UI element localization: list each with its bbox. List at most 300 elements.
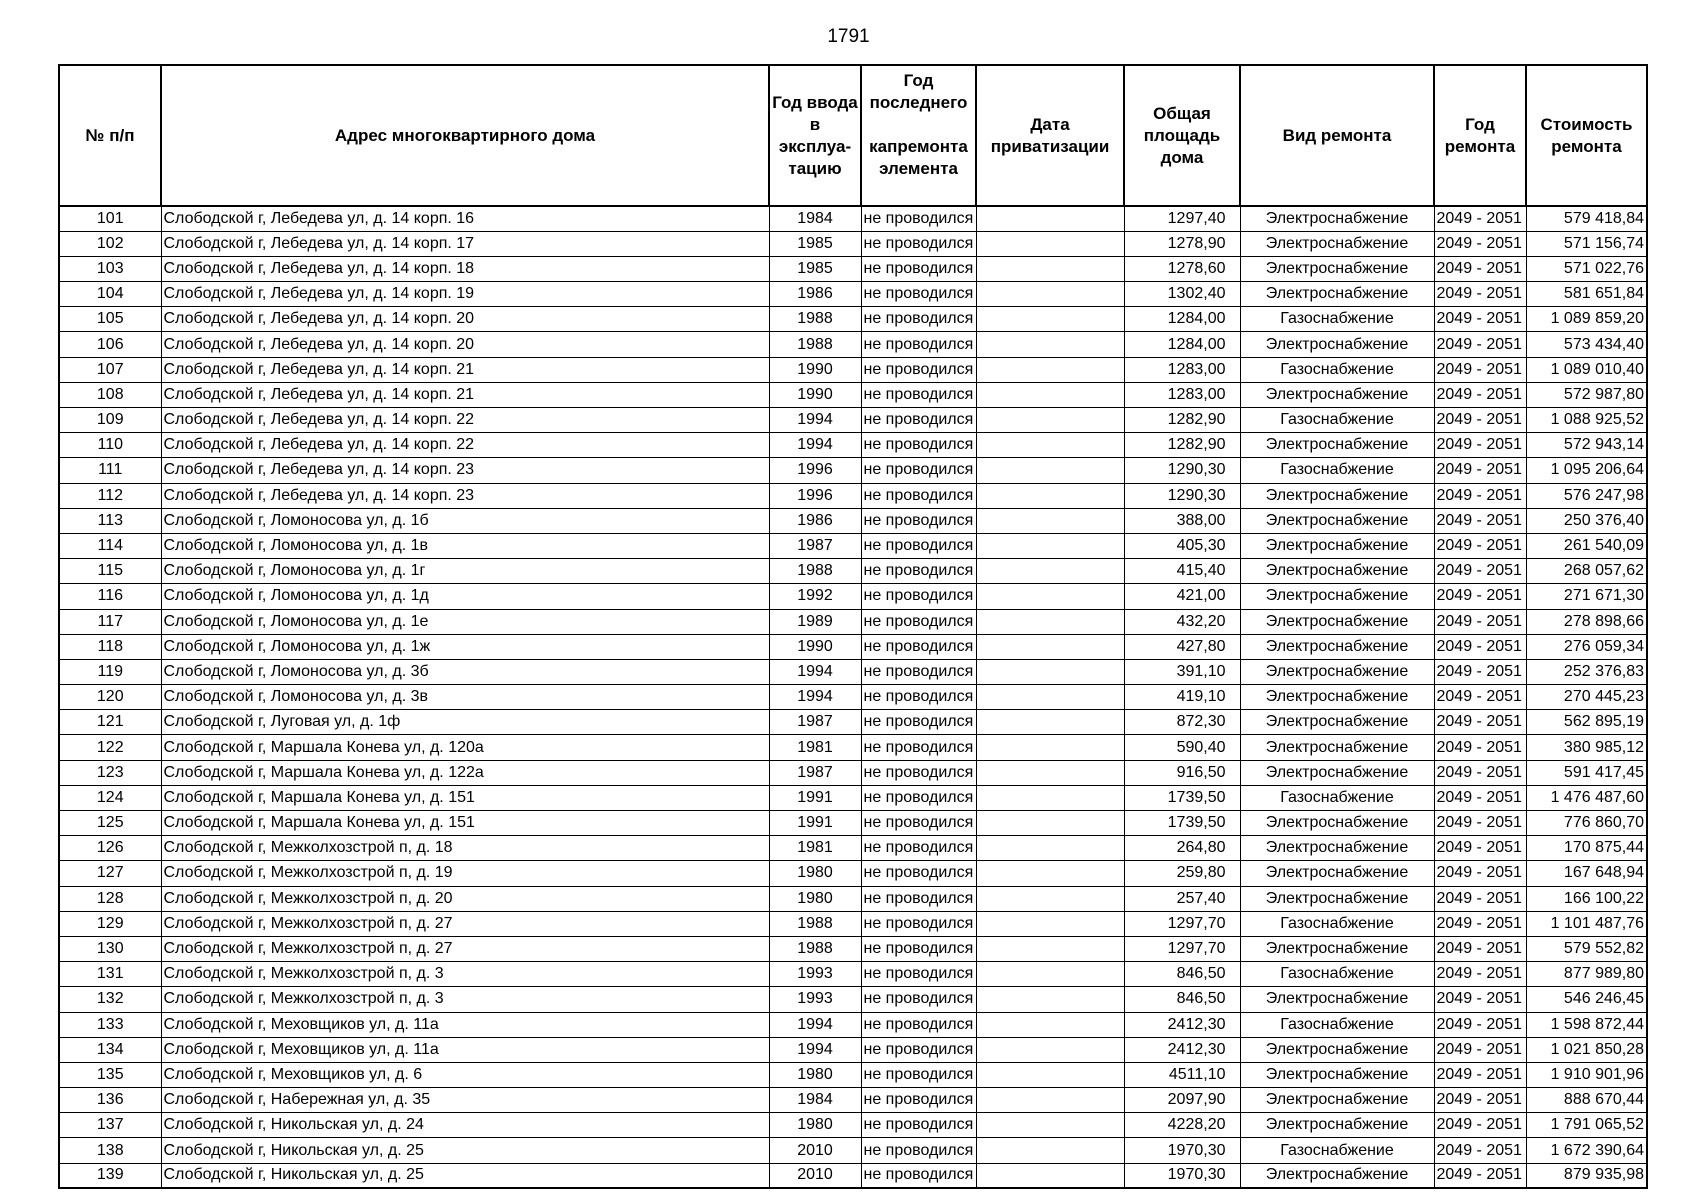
cell-address: Слободской г, Ломоносова ул, д. 1б — [161, 508, 769, 533]
cell-year-built: 1990 — [769, 634, 861, 659]
cell-area: 1290,30 — [1124, 458, 1240, 483]
cell-area: 1282,90 — [1124, 433, 1240, 458]
cell-area: 1278,90 — [1124, 231, 1240, 256]
cell-last-repair: не проводился — [861, 987, 976, 1012]
cell-num: 107 — [59, 357, 161, 382]
cell-cost: 271 671,30 — [1526, 584, 1647, 609]
cell-privatization — [976, 836, 1124, 861]
cell-privatization — [976, 936, 1124, 961]
cell-last-repair: не проводился — [861, 408, 976, 433]
cell-repair-type: Газоснабжение — [1240, 911, 1434, 936]
cell-area: 1284,00 — [1124, 307, 1240, 332]
cell-area: 1302,40 — [1124, 282, 1240, 307]
cell-area: 1278,60 — [1124, 256, 1240, 281]
cell-repair-period: 2049 - 2051 — [1434, 206, 1526, 231]
cell-year-built: 1980 — [769, 1062, 861, 1087]
cell-repair-type: Электроснабжение — [1240, 382, 1434, 407]
cell-repair-period: 2049 - 2051 — [1434, 559, 1526, 584]
cell-num: 122 — [59, 735, 161, 760]
cell-cost: 276 059,34 — [1526, 634, 1647, 659]
cell-repair-period: 2049 - 2051 — [1434, 861, 1526, 886]
cell-num: 108 — [59, 382, 161, 407]
cell-repair-type: Электроснабжение — [1240, 886, 1434, 911]
cell-year-built: 1994 — [769, 659, 861, 684]
cell-last-repair: не проводился — [861, 936, 976, 961]
cell-year-built: 1986 — [769, 508, 861, 533]
table-row — [59, 836, 1647, 861]
cell-repair-type: Газоснабжение — [1240, 962, 1434, 987]
cell-num: 115 — [59, 559, 161, 584]
table-row — [59, 206, 1647, 231]
cell-last-repair: не проводился — [861, 685, 976, 710]
cell-repair-type: Газоснабжение — [1240, 357, 1434, 382]
cell-address: Слободской г, Маршала Конева ул, д. 120а — [161, 735, 769, 760]
cell-year-built: 1981 — [769, 735, 861, 760]
table-row — [59, 408, 1647, 433]
cell-last-repair: не проводился — [861, 231, 976, 256]
cell-last-repair: не проводился — [861, 533, 976, 558]
cell-cost: 167 648,94 — [1526, 861, 1647, 886]
cell-area: 415,40 — [1124, 559, 1240, 584]
cell-repair-type: Электроснабжение — [1240, 836, 1434, 861]
table-row — [59, 785, 1647, 810]
cell-repair-period: 2049 - 2051 — [1434, 332, 1526, 357]
cell-num: 124 — [59, 785, 161, 810]
cell-area: 2097,90 — [1124, 1088, 1240, 1113]
cell-year-built: 1991 — [769, 811, 861, 836]
cell-repair-period: 2049 - 2051 — [1434, 357, 1526, 382]
cell-cost: 581 651,84 — [1526, 282, 1647, 307]
cell-privatization — [976, 785, 1124, 810]
cell-num: 135 — [59, 1062, 161, 1087]
cell-area: 391,10 — [1124, 659, 1240, 684]
cell-year-built: 1985 — [769, 256, 861, 281]
cell-repair-period: 2049 - 2051 — [1434, 433, 1526, 458]
cell-num: 104 — [59, 282, 161, 307]
cell-area: 590,40 — [1124, 735, 1240, 760]
cell-num: 138 — [59, 1138, 161, 1163]
cell-num: 114 — [59, 533, 161, 558]
cell-privatization — [976, 332, 1124, 357]
cell-last-repair: не проводился — [861, 1088, 976, 1113]
cell-cost: 1 021 850,28 — [1526, 1037, 1647, 1062]
cell-privatization — [976, 659, 1124, 684]
cell-repair-type: Электроснабжение — [1240, 811, 1434, 836]
cell-last-repair: не проводился — [861, 735, 976, 760]
cell-privatization — [976, 458, 1124, 483]
cell-num: 118 — [59, 634, 161, 659]
cell-repair-type: Электроснабжение — [1240, 584, 1434, 609]
cell-address: Слободской г, Никольская ул, д. 25 — [161, 1163, 769, 1188]
cell-address: Слободской г, Лебедева ул, д. 14 корп. 23 — [161, 483, 769, 508]
cell-repair-type: Электроснабжение — [1240, 256, 1434, 281]
cell-area: 421,00 — [1124, 584, 1240, 609]
cell-privatization — [976, 1163, 1124, 1188]
cell-year-built: 1990 — [769, 357, 861, 382]
cell-area: 4228,20 — [1124, 1113, 1240, 1138]
cell-cost: 776 860,70 — [1526, 811, 1647, 836]
cell-num: 109 — [59, 408, 161, 433]
repair-schedule-table — [58, 64, 1648, 1189]
cell-repair-type: Электроснабжение — [1240, 760, 1434, 785]
cell-address: Слободской г, Лебедева ул, д. 14 корп. 20 — [161, 307, 769, 332]
table-row — [59, 458, 1647, 483]
cell-last-repair: не проводился — [861, 559, 976, 584]
cell-cost: 572 943,14 — [1526, 433, 1647, 458]
cell-cost: 573 434,40 — [1526, 332, 1647, 357]
cell-address: Слободской г, Лебедева ул, д. 14 корп. 16 — [161, 206, 769, 231]
cell-address: Слободской г, Лебедева ул, д. 14 корп. 17 — [161, 231, 769, 256]
cell-repair-type: Электроснабжение — [1240, 332, 1434, 357]
cell-last-repair: не проводился — [861, 508, 976, 533]
cell-num: 128 — [59, 886, 161, 911]
cell-cost: 879 935,98 — [1526, 1163, 1647, 1188]
cell-repair-period: 2049 - 2051 — [1434, 256, 1526, 281]
cell-privatization — [976, 911, 1124, 936]
cell-last-repair: не проводился — [861, 710, 976, 735]
cell-privatization — [976, 609, 1124, 634]
cell-year-built: 1988 — [769, 911, 861, 936]
cell-cost: 252 376,83 — [1526, 659, 1647, 684]
cell-year-built: 2010 — [769, 1138, 861, 1163]
cell-repair-type: Электроснабжение — [1240, 735, 1434, 760]
cell-repair-period: 2049 - 2051 — [1434, 634, 1526, 659]
cell-privatization — [976, 559, 1124, 584]
cell-cost: 571 022,76 — [1526, 256, 1647, 281]
cell-address: Слободской г, Луговая ул, д. 1ф — [161, 710, 769, 735]
cell-year-built: 1990 — [769, 382, 861, 407]
cell-repair-period: 2049 - 2051 — [1434, 1138, 1526, 1163]
cell-area: 1283,00 — [1124, 382, 1240, 407]
cell-cost: 166 100,22 — [1526, 886, 1647, 911]
cell-privatization — [976, 508, 1124, 533]
cell-area: 432,20 — [1124, 609, 1240, 634]
cell-cost: 261 540,09 — [1526, 533, 1647, 558]
cell-address: Слободской г, Межколхозстрой п, д. 3 — [161, 987, 769, 1012]
cell-repair-period: 2049 - 2051 — [1434, 911, 1526, 936]
cell-address: Слободской г, Маршала Конева ул, д. 151 — [161, 811, 769, 836]
cell-repair-period: 2049 - 2051 — [1434, 282, 1526, 307]
cell-num: 113 — [59, 508, 161, 533]
cell-area: 427,80 — [1124, 634, 1240, 659]
cell-address: Слободской г, Лебедева ул, д. 14 корп. 21 — [161, 382, 769, 407]
cell-last-repair: не проводился — [861, 206, 976, 231]
cell-repair-type: Газоснабжение — [1240, 408, 1434, 433]
cell-repair-period: 2049 - 2051 — [1434, 408, 1526, 433]
cell-cost: 571 156,74 — [1526, 231, 1647, 256]
cell-repair-period: 2049 - 2051 — [1434, 609, 1526, 634]
table-row — [59, 508, 1647, 533]
cell-num: 125 — [59, 811, 161, 836]
table-row — [59, 760, 1647, 785]
cell-num: 120 — [59, 685, 161, 710]
table-row — [59, 382, 1647, 407]
page-number: 1791 — [827, 26, 870, 47]
cell-address: Слободской г, Ломоносова ул, д. 3в — [161, 685, 769, 710]
cell-year-built: 1987 — [769, 710, 861, 735]
table-row — [59, 886, 1647, 911]
cell-address: Слободской г, Ломоносова ул, д. 1е — [161, 609, 769, 634]
cell-repair-period: 2049 - 2051 — [1434, 987, 1526, 1012]
table-row — [59, 962, 1647, 987]
cell-last-repair: не проводился — [861, 1163, 976, 1188]
cell-address: Слободской г, Межколхозстрой п, д. 3 — [161, 962, 769, 987]
cell-repair-type: Электроснабжение — [1240, 231, 1434, 256]
header-year-built: Год ввода в эксплуа-тацию — [769, 65, 861, 206]
cell-area: 264,80 — [1124, 836, 1240, 861]
cell-address: Слободской г, Никольская ул, д. 25 — [161, 1138, 769, 1163]
cell-area: 1739,50 — [1124, 785, 1240, 810]
cell-address: Слободской г, Лебедева ул, д. 14 корп. 22 — [161, 408, 769, 433]
cell-num: 126 — [59, 836, 161, 861]
cell-repair-type: Газоснабжение — [1240, 785, 1434, 810]
cell-repair-period: 2049 - 2051 — [1434, 483, 1526, 508]
cell-num: 117 — [59, 609, 161, 634]
cell-address: Слободской г, Межколхозстрой п, д. 19 — [161, 861, 769, 886]
cell-privatization — [976, 433, 1124, 458]
cell-repair-type: Газоснабжение — [1240, 1012, 1434, 1037]
cell-area: 916,50 — [1124, 760, 1240, 785]
cell-last-repair: не проводился — [861, 282, 976, 307]
cell-year-built: 1984 — [769, 206, 861, 231]
cell-last-repair: не проводился — [861, 256, 976, 281]
cell-repair-type: Электроснабжение — [1240, 659, 1434, 684]
cell-year-built: 2010 — [769, 1163, 861, 1188]
cell-repair-type: Газоснабжение — [1240, 1138, 1434, 1163]
table-row — [59, 307, 1647, 332]
cell-privatization — [976, 1062, 1124, 1087]
cell-repair-type: Электроснабжение — [1240, 1062, 1434, 1087]
cell-cost: 1 089 010,40 — [1526, 357, 1647, 382]
cell-area: 1290,30 — [1124, 483, 1240, 508]
table-header-row — [59, 65, 1647, 206]
cell-num: 116 — [59, 584, 161, 609]
cell-num: 123 — [59, 760, 161, 785]
cell-repair-period: 2049 - 2051 — [1434, 1012, 1526, 1037]
table-row — [59, 609, 1647, 634]
cell-year-built: 1994 — [769, 1037, 861, 1062]
cell-address: Слободской г, Межколхозстрой п, д. 20 — [161, 886, 769, 911]
cell-year-built: 1985 — [769, 231, 861, 256]
cell-cost: 591 417,45 — [1526, 760, 1647, 785]
cell-repair-period: 2049 - 2051 — [1434, 811, 1526, 836]
cell-address: Слободской г, Межколхозстрой п, д. 18 — [161, 836, 769, 861]
cell-privatization — [976, 282, 1124, 307]
cell-num: 136 — [59, 1088, 161, 1113]
cell-area: 846,50 — [1124, 962, 1240, 987]
cell-repair-type: Электроснабжение — [1240, 433, 1434, 458]
cell-year-built: 1984 — [769, 1088, 861, 1113]
cell-num: 130 — [59, 936, 161, 961]
cell-year-built: 1994 — [769, 408, 861, 433]
cell-last-repair: не проводился — [861, 433, 976, 458]
table-row — [59, 332, 1647, 357]
cell-repair-type: Электроснабжение — [1240, 483, 1434, 508]
cell-repair-period: 2049 - 2051 — [1434, 785, 1526, 810]
cell-num: 129 — [59, 911, 161, 936]
cell-last-repair: не проводился — [861, 811, 976, 836]
cell-last-repair: не проводился — [861, 332, 976, 357]
cell-address: Слободской г, Ломоносова ул, д. 1г — [161, 559, 769, 584]
cell-cost: 1 088 925,52 — [1526, 408, 1647, 433]
table-row — [59, 584, 1647, 609]
cell-repair-period: 2049 - 2051 — [1434, 1037, 1526, 1062]
cell-area: 1970,30 — [1124, 1163, 1240, 1188]
cell-year-built: 1994 — [769, 433, 861, 458]
cell-repair-type: Электроснабжение — [1240, 282, 1434, 307]
cell-privatization — [976, 382, 1124, 407]
cell-address: Слободской г, Ломоносова ул, д. 1в — [161, 533, 769, 558]
cell-repair-type: Электроснабжение — [1240, 206, 1434, 231]
cell-address: Слободской г, Никольская ул, д. 24 — [161, 1113, 769, 1138]
cell-year-built: 1989 — [769, 609, 861, 634]
cell-privatization — [976, 483, 1124, 508]
cell-repair-type: Газоснабжение — [1240, 307, 1434, 332]
cell-cost: 278 898,66 — [1526, 609, 1647, 634]
cell-num: 101 — [59, 206, 161, 231]
cell-cost: 579 552,82 — [1526, 936, 1647, 961]
header-cost: Стоимость ремонта — [1526, 65, 1647, 206]
cell-repair-type: Электроснабжение — [1240, 559, 1434, 584]
cell-num: 110 — [59, 433, 161, 458]
header-repair-year: Год ремонта — [1434, 65, 1526, 206]
cell-year-built: 1988 — [769, 332, 861, 357]
cell-num: 137 — [59, 1113, 161, 1138]
cell-year-built: 1991 — [769, 785, 861, 810]
cell-year-built: 1980 — [769, 1113, 861, 1138]
cell-address: Слободской г, Меховщиков ул, д. 6 — [161, 1062, 769, 1087]
cell-repair-type: Электроснабжение — [1240, 1037, 1434, 1062]
cell-repair-period: 2049 - 2051 — [1434, 1062, 1526, 1087]
cell-year-built: 1993 — [769, 987, 861, 1012]
table-row — [59, 685, 1647, 710]
cell-last-repair: не проводился — [861, 659, 976, 684]
cell-year-built: 1981 — [769, 836, 861, 861]
header-area: Общая площадь дома — [1124, 65, 1240, 206]
cell-year-built: 1994 — [769, 685, 861, 710]
cell-last-repair: не проводился — [861, 584, 976, 609]
table-row — [59, 1062, 1647, 1087]
cell-address: Слободской г, Лебедева ул, д. 14 корп. 20 — [161, 332, 769, 357]
cell-address: Слободской г, Набережная ул, д. 35 — [161, 1088, 769, 1113]
table-row — [59, 357, 1647, 382]
cell-repair-period: 2049 - 2051 — [1434, 1163, 1526, 1188]
cell-address: Слободской г, Лебедева ул, д. 14 корп. 23 — [161, 458, 769, 483]
cell-address: Слободской г, Межколхозстрой п, д. 27 — [161, 936, 769, 961]
cell-last-repair: не проводился — [861, 861, 976, 886]
cell-num: 131 — [59, 962, 161, 987]
cell-cost: 572 987,80 — [1526, 382, 1647, 407]
cell-cost: 576 247,98 — [1526, 483, 1647, 508]
header-address: Адрес многоквартирного дома — [161, 65, 769, 206]
cell-repair-period: 2049 - 2051 — [1434, 382, 1526, 407]
cell-repair-type: Электроснабжение — [1240, 987, 1434, 1012]
cell-address: Слободской г, Лебедева ул, д. 14 корп. 19 — [161, 282, 769, 307]
table-row — [59, 1113, 1647, 1138]
cell-last-repair: не проводился — [861, 1012, 976, 1037]
cell-last-repair: не проводился — [861, 911, 976, 936]
cell-privatization — [976, 1012, 1124, 1037]
cell-privatization — [976, 256, 1124, 281]
cell-num: 102 — [59, 231, 161, 256]
cell-cost: 562 895,19 — [1526, 710, 1647, 735]
cell-address: Слободской г, Лебедева ул, д. 14 корп. 22 — [161, 433, 769, 458]
cell-repair-period: 2049 - 2051 — [1434, 1088, 1526, 1113]
header-repair-type: Вид ремонта — [1240, 65, 1434, 206]
cell-address: Слободской г, Лебедева ул, д. 14 корп. 18 — [161, 256, 769, 281]
cell-area: 2412,30 — [1124, 1012, 1240, 1037]
cell-area: 2412,30 — [1124, 1037, 1240, 1062]
header-privatization: Дата приватизации — [976, 65, 1124, 206]
cell-privatization — [976, 1138, 1124, 1163]
cell-repair-type: Газоснабжение — [1240, 458, 1434, 483]
cell-privatization — [976, 861, 1124, 886]
table-row — [59, 231, 1647, 256]
table-row — [59, 911, 1647, 936]
cell-last-repair: не проводился — [861, 886, 976, 911]
cell-year-built: 1980 — [769, 886, 861, 911]
cell-address: Слободской г, Меховщиков ул, д. 11а — [161, 1037, 769, 1062]
cell-privatization — [976, 685, 1124, 710]
cell-address: Слободской г, Меховщиков ул, д. 11а — [161, 1012, 769, 1037]
cell-cost: 546 246,45 — [1526, 987, 1647, 1012]
cell-cost: 1 095 206,64 — [1526, 458, 1647, 483]
cell-repair-type: Электроснабжение — [1240, 710, 1434, 735]
cell-area: 1739,50 — [1124, 811, 1240, 836]
cell-privatization — [976, 1037, 1124, 1062]
cell-repair-period: 2049 - 2051 — [1434, 962, 1526, 987]
cell-num: 105 — [59, 307, 161, 332]
cell-repair-period: 2049 - 2051 — [1434, 307, 1526, 332]
cell-num: 132 — [59, 987, 161, 1012]
cell-area: 872,30 — [1124, 710, 1240, 735]
cell-address: Слободской г, Маршала Конева ул, д. 151 — [161, 785, 769, 810]
table-row — [59, 1163, 1647, 1188]
cell-repair-period: 2049 - 2051 — [1434, 760, 1526, 785]
cell-year-built: 1988 — [769, 307, 861, 332]
cell-cost: 380 985,12 — [1526, 735, 1647, 760]
cell-num: 103 — [59, 256, 161, 281]
cell-privatization — [976, 408, 1124, 433]
cell-cost: 268 057,62 — [1526, 559, 1647, 584]
cell-address: Слободской г, Межколхозстрой п, д. 27 — [161, 911, 769, 936]
cell-last-repair: не проводился — [861, 1138, 976, 1163]
table-row — [59, 1088, 1647, 1113]
cell-privatization — [976, 231, 1124, 256]
cell-privatization — [976, 886, 1124, 911]
cell-repair-period: 2049 - 2051 — [1434, 508, 1526, 533]
cell-last-repair: не проводился — [861, 962, 976, 987]
cell-last-repair: не проводился — [861, 785, 976, 810]
table-row — [59, 256, 1647, 281]
cell-num: 139 — [59, 1163, 161, 1188]
header-num: № п/п — [59, 65, 161, 206]
cell-area: 1283,00 — [1124, 357, 1240, 382]
header-year-last-line1: Год последнего — [869, 71, 968, 112]
cell-privatization — [976, 1113, 1124, 1138]
cell-area: 1297,40 — [1124, 206, 1240, 231]
cell-repair-period: 2049 - 2051 — [1434, 231, 1526, 256]
cell-repair-period: 2049 - 2051 — [1434, 836, 1526, 861]
table-row — [59, 559, 1647, 584]
cell-area: 1284,00 — [1124, 332, 1240, 357]
cell-repair-period: 2049 - 2051 — [1434, 710, 1526, 735]
table-row — [59, 1012, 1647, 1037]
cell-repair-period: 2049 - 2051 — [1434, 659, 1526, 684]
cell-repair-type: Электроснабжение — [1240, 533, 1434, 558]
cell-repair-type: Электроснабжение — [1240, 861, 1434, 886]
cell-num: 133 — [59, 1012, 161, 1037]
